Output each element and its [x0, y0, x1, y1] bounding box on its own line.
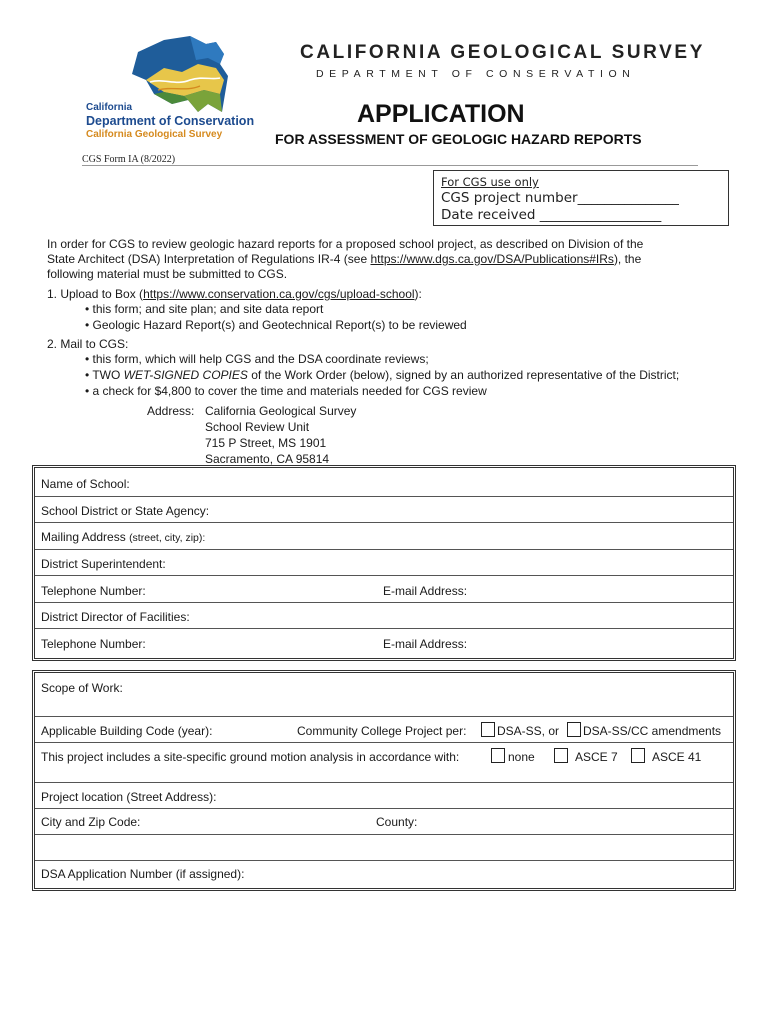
dsa-application-number-field[interactable]: DSA Application Number (if assigned): [41, 867, 245, 881]
address-line: California Geological Survey [205, 404, 357, 418]
mailing-address-field[interactable]: Mailing Address (street, city, zip): [41, 530, 206, 544]
step2-bullet: • TWO WET-SIGNED COPIES of the Work Order (below), signed by an authorized representative of the District; [85, 368, 680, 382]
superintendent-field[interactable]: District Superintendent: [41, 557, 166, 571]
step2-bullet: • a check for $4,800 to cover the time and materials needed for CGS review [85, 384, 487, 398]
table-row [35, 673, 733, 717]
page-title: APPLICATION [357, 100, 525, 128]
building-code-field[interactable]: Applicable Building Code (year): [41, 724, 213, 738]
step1-bullet: • Geologic Hazard Report(s) and Geotechnical Report(s) to be reviewed [85, 318, 467, 332]
page-subtitle: FOR ASSESSMENT OF GEOLOGIC HAZARD REPORTS [275, 131, 642, 147]
asce7-checkbox[interactable] [554, 748, 568, 763]
county-field[interactable]: County: [376, 815, 418, 829]
address-line: 715 P Street, MS 1901 [205, 436, 327, 450]
step1-heading: 1. Upload to Box (https://www.conservation.ca.gov/cgs/upload-school): [47, 287, 422, 301]
logo-text-california: California [86, 102, 133, 113]
cgs-date-received-field[interactable]: Date received __________________ [441, 207, 662, 223]
telephone-field-1[interactable]: Telephone Number: [41, 584, 146, 598]
district-info-table [32, 465, 736, 661]
dsa-ss-label: DSA-SS, or [497, 724, 560, 738]
table-row [35, 861, 733, 888]
department-name: DEPARTMENT OF CONSERVATION [316, 68, 636, 80]
table-row [35, 835, 733, 861]
ground-motion-label: This project includes a site-specific ground motion analysis in accordance with: [41, 750, 460, 764]
intro-line-3: following material must be submitted to CGS. [47, 267, 288, 281]
school-name-field[interactable]: Name of School: [41, 477, 130, 491]
scope-of-work-field[interactable]: Scope of Work: [41, 681, 123, 695]
email-field-1[interactable]: E-mail Address: [383, 584, 468, 598]
city-zip-field[interactable]: City and Zip Code: [41, 815, 141, 829]
step1-bullet: • this form; and site plan; and site data report [85, 302, 324, 316]
logo-text-department: Department of Conservation [86, 114, 255, 128]
community-college-label: Community College Project per: [297, 724, 467, 738]
project-info-table [32, 670, 736, 891]
upload-school-link[interactable]: https://www.conservation.ca.gov/cgs/upload-school [143, 287, 415, 301]
department-logo [80, 34, 255, 146]
table-row [35, 717, 733, 743]
agency-name: CALIFORNIA GEOLOGICAL SURVEY [300, 42, 705, 63]
table-row [35, 783, 733, 809]
asce41-checkbox[interactable] [631, 748, 645, 763]
logo-text-cgs: California Geological Survey [86, 129, 223, 140]
bear-state-icon [124, 34, 244, 116]
table-row [35, 629, 733, 658]
email-field-2[interactable]: E-mail Address: [383, 637, 468, 651]
table-row [35, 743, 733, 783]
dsa-publications-link[interactable]: https://www.dgs.ca.gov/DSA/Publications#IRs [370, 252, 614, 266]
intro-line-2: State Architect (DSA) Interpretation of Regulations IR-4 (see https://www.dgs.ca.gov/DSA/Publications#IRs), the [47, 252, 642, 266]
dsa-sscc-label: DSA-SS/CC amendments [583, 724, 722, 738]
step2-heading: 2. Mail to CGS: [47, 337, 129, 351]
asce41-label: ASCE 41 [652, 750, 702, 764]
asce7-label: ASCE 7 [575, 750, 618, 764]
table-row [35, 523, 733, 550]
header-divider [82, 165, 698, 166]
address-line: Sacramento, CA 95814 [205, 452, 330, 466]
step2-bullet: • this form, which will help CGS and the DSA coordinate reviews; [85, 352, 429, 366]
table-row [35, 576, 733, 603]
address-line: School Review Unit [205, 420, 310, 434]
table-row [35, 550, 733, 576]
dsa-ss-checkbox[interactable] [481, 722, 495, 737]
table-row [35, 809, 733, 835]
address-label: Address: [147, 404, 195, 418]
cgs-use-heading: For CGS use only [441, 175, 539, 189]
none-checkbox[interactable] [491, 748, 505, 763]
table-row [35, 603, 733, 629]
telephone-field-2[interactable]: Telephone Number: [41, 637, 146, 651]
facilities-director-field[interactable]: District Director of Facilities: [41, 610, 190, 624]
table-row [35, 497, 733, 523]
form-identifier: CGS Form IA (8/2022) [82, 154, 176, 165]
dsa-sscc-checkbox[interactable] [567, 722, 581, 737]
intro-line-1: In order for CGS to review geologic hazard reports for a proposed school project, as described on Division of the [47, 237, 644, 251]
cgs-project-number-field[interactable]: CGS project number_______________ [441, 190, 679, 206]
project-location-field[interactable]: Project location (Street Address): [41, 790, 217, 804]
none-label: none [508, 750, 535, 764]
table-row [35, 468, 733, 497]
school-district-field[interactable]: School District or State Agency: [41, 504, 210, 518]
